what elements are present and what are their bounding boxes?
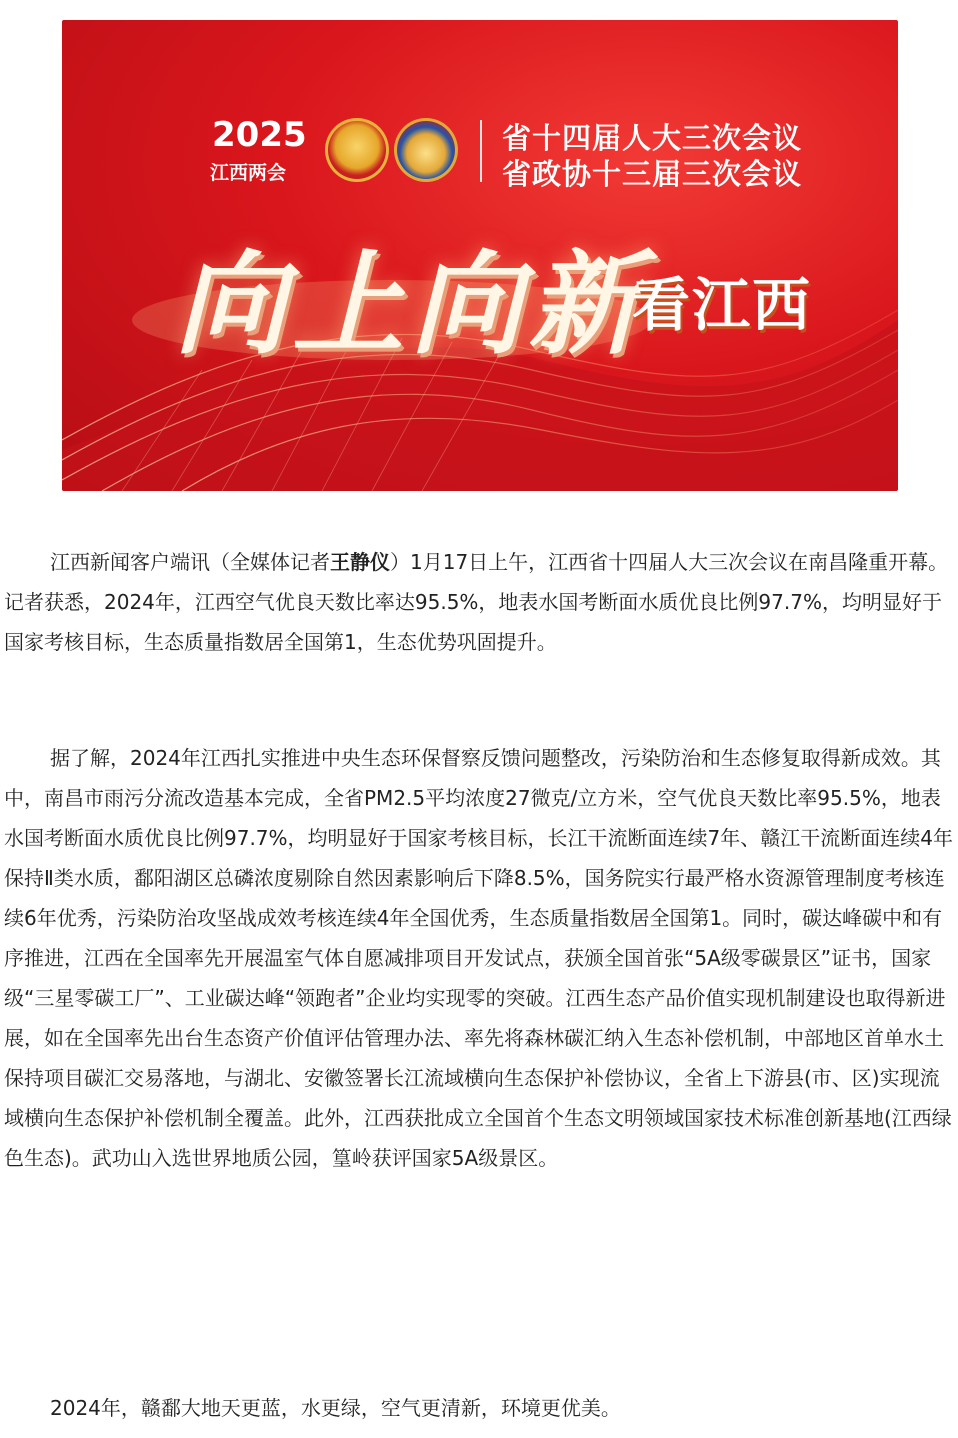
banner-event: 江西两会 <box>210 162 287 184</box>
banner-image <box>62 20 898 491</box>
reporter-name: 王静仪 <box>330 550 390 574</box>
banner-slogan-sub: 看江西 <box>632 271 813 339</box>
paragraph-body: ）1月17日上午，江西省十四届人大三次会议在南昌隆重开幕。记者获悉，2024年，江西空气优良天数比率达95.5%，地表水国考断面水质优良比例97.7%，均明显好于国家考核目标，生态质量指数居全国第1，生态优势巩固提升。 <box>4 550 949 654</box>
paragraph-lead: 江西新闻客户端讯（全媒体记者 <box>50 550 330 574</box>
banner-year: 2025 <box>212 115 307 155</box>
article-paragraph-3: 2024年，赣鄱大地天更蓝，水更绿，空气更清新，环境更优美。 <box>50 1396 621 1420</box>
banner-divider <box>480 120 482 182</box>
banner-session-2: 省政协十三届三次会议 <box>502 157 803 191</box>
banner-session-1: 省十四届人大三次会议 <box>502 121 803 155</box>
banner-slogan-main: 向上向新 <box>174 240 646 370</box>
cppcc-emblem-icon <box>394 118 458 182</box>
article-paragraph-1 <box>0 542 958 662</box>
national-emblem-icon <box>325 118 389 182</box>
article-paragraph-2: 据了解，2024年江西扎实推进中央生态环保督察反馈问题整改，污染防治和生态修复取得新成效。其中，南昌市雨污分流改造基本完成，全省PM2.5平均浓度27微克/立方米，空气优良天数比率95.5%，地表水国考断面水质优良比例97.7%，均明显好于国家考核目标，长江干流断面连续7年、赣江干流断面连续4年保持Ⅱ类水质，鄱阳湖区总磷浓度剔除自然因素影响后下降8.5%，国务院实行最严格水资源管理制度考核连续6年优秀，污染防治攻坚战成效考核连续4年全国优秀，生态质量指数居全国第1。同时，碳达峰碳中和有序推进，江西在全国率先开展温室气体自愿减排项目开发试点，获颁全国首张“5A级零碳景区”证书，国家级“三星零碳工厂”、工业碳达峰“领跑者”企业均实现零的突破。江西生态产品价值实现机制建设也取得新进展，如在全国率先出台生态资产价值评估管理办法、率先将森林碳汇纳入生态补偿机制，中部地区首单水土保持项目碳汇交易落地，与湖北、安徽签署长江流域横向生态保护补偿协议，全省上下游县(市、区)实现流域横向生态保护补偿机制全覆盖。此外，江西获批成立全国首个生态文明领域国家技术标准创新基地(江西绿色生态)。武功山入选世界地质公园，篁岭获评国家5A级景区。 <box>4 746 953 1170</box>
